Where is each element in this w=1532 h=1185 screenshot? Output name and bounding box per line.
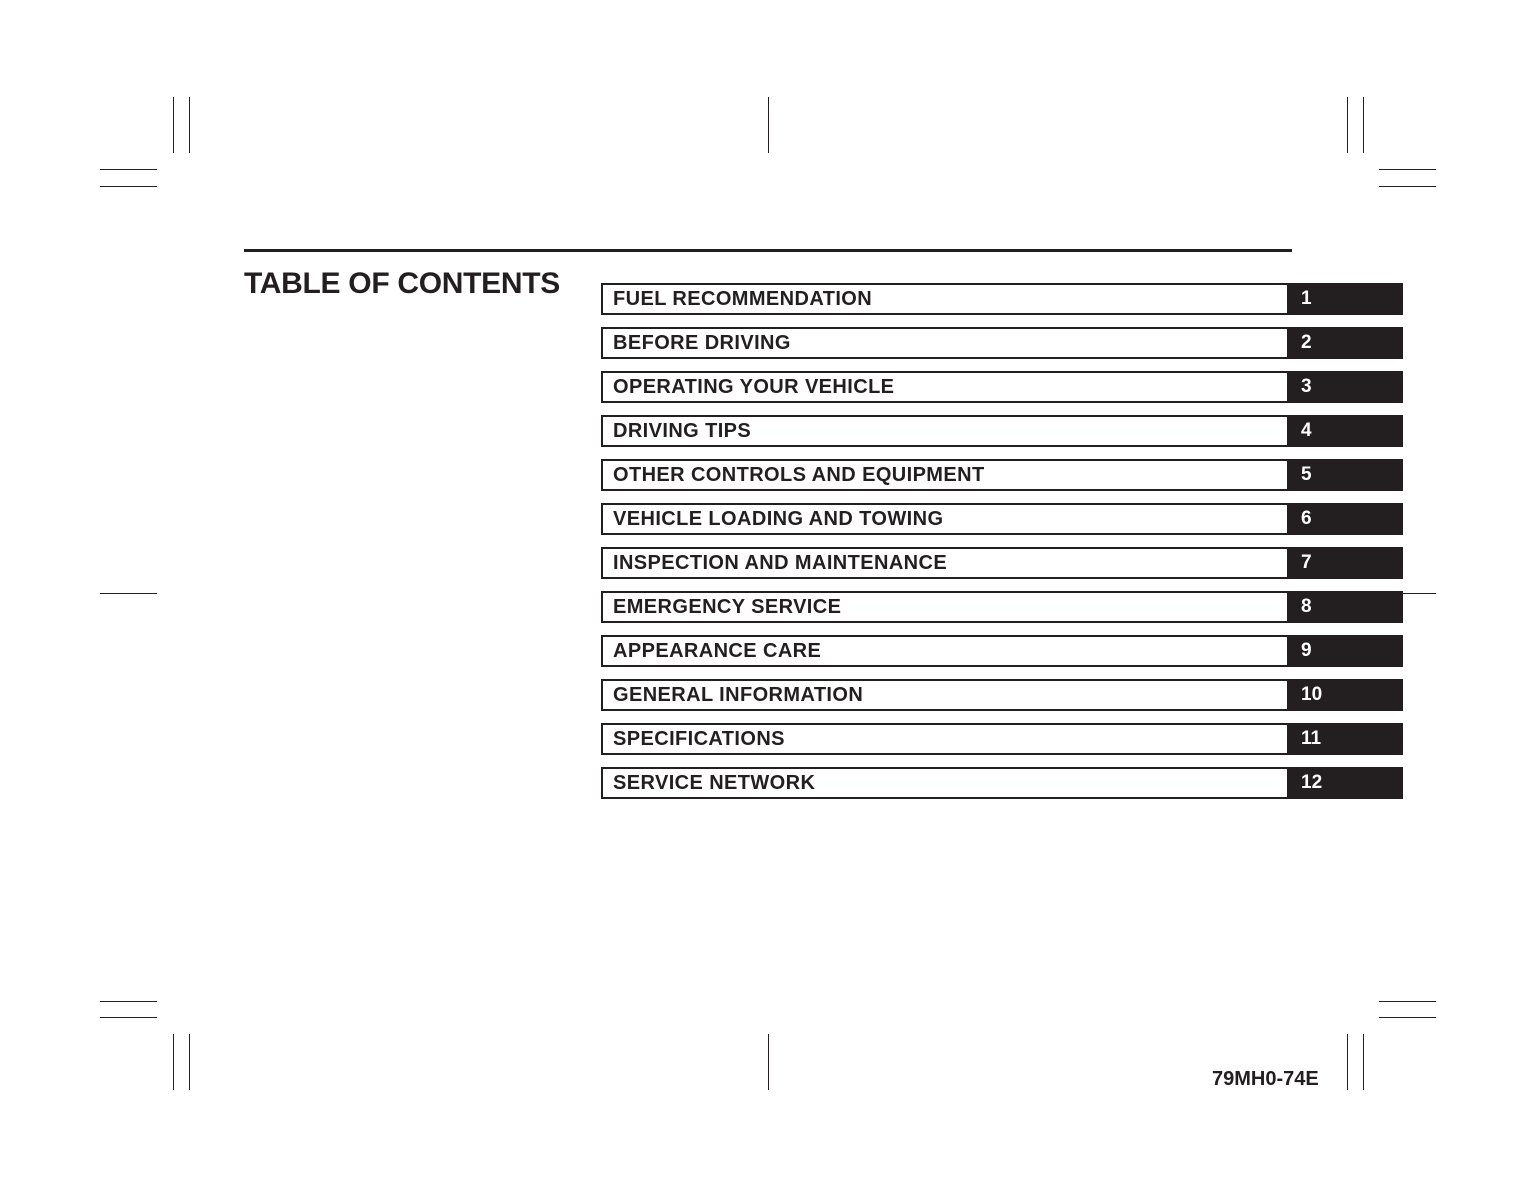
document-code: 79MH0-74E	[1212, 1068, 1319, 1090]
crop-mark	[100, 593, 157, 594]
header-rule	[244, 249, 1292, 252]
crop-mark	[768, 97, 769, 153]
crop-mark	[1379, 1017, 1436, 1018]
crop-mark	[1363, 97, 1364, 153]
section-tab[interactable]	[1289, 327, 1403, 359]
toc-label-box	[601, 635, 1289, 667]
toc-label: EMERGENCY SERVICE	[613, 596, 842, 618]
toc-entry-fuel-recommendation[interactable]	[601, 283, 1403, 315]
crop-mark	[173, 1034, 174, 1090]
toc-label: BEFORE DRIVING	[613, 332, 791, 354]
toc-label: SERVICE NETWORK	[613, 772, 816, 794]
toc-label-box	[601, 459, 1289, 491]
toc-label-box	[601, 679, 1289, 711]
crop-mark	[100, 186, 157, 187]
section-number: 10	[1301, 684, 1323, 705]
toc-list	[601, 283, 1403, 811]
toc-label: GENERAL INFORMATION	[613, 684, 864, 706]
toc-label: FUEL RECOMMENDATION	[613, 288, 873, 310]
toc-label-box	[601, 591, 1289, 623]
toc-label-box	[601, 371, 1289, 403]
section-tab[interactable]	[1289, 503, 1403, 535]
toc-label-box	[601, 415, 1289, 447]
crop-mark	[100, 1001, 157, 1002]
toc-entry-inspection-and-maintenance[interactable]	[601, 547, 1403, 579]
toc-label: APPEARANCE CARE	[613, 640, 822, 662]
toc-entry-operating-your-vehicle[interactable]	[601, 371, 1403, 403]
toc-entry-appearance-care[interactable]	[601, 635, 1403, 667]
crop-mark	[1347, 1034, 1348, 1090]
toc-entry-driving-tips[interactable]	[601, 415, 1403, 447]
section-tab[interactable]	[1289, 591, 1403, 623]
crop-mark	[1379, 1001, 1436, 1002]
section-tab[interactable]	[1289, 371, 1403, 403]
page-title: TABLE OF CONTENTS	[244, 267, 560, 300]
toc-entry-before-driving[interactable]	[601, 327, 1403, 359]
crop-mark	[768, 1034, 769, 1090]
section-tab[interactable]	[1289, 283, 1403, 315]
section-number: 7	[1301, 552, 1312, 573]
crop-mark	[1363, 1034, 1364, 1090]
section-tab[interactable]	[1289, 723, 1403, 755]
section-tab[interactable]	[1289, 547, 1403, 579]
crop-mark	[100, 1017, 157, 1018]
section-tab[interactable]	[1289, 767, 1403, 799]
crop-mark	[1379, 186, 1436, 187]
section-number: 8	[1301, 596, 1312, 617]
toc-label: SPECIFICATIONS	[613, 728, 785, 750]
toc-entry-other-controls-and-equipment[interactable]	[601, 459, 1403, 491]
crop-mark	[173, 97, 174, 153]
section-number: 9	[1301, 640, 1312, 661]
toc-label-box	[601, 723, 1289, 755]
toc-label-box	[601, 283, 1289, 315]
section-number: 3	[1301, 376, 1312, 397]
crop-mark	[189, 1034, 190, 1090]
toc-label: INSPECTION AND MAINTENANCE	[613, 552, 948, 574]
section-number: 4	[1301, 420, 1312, 441]
toc-label: OTHER CONTROLS AND EQUIPMENT	[613, 464, 985, 486]
toc-entry-vehicle-loading-and-towing[interactable]	[601, 503, 1403, 535]
section-tab[interactable]	[1289, 679, 1403, 711]
section-tab[interactable]	[1289, 415, 1403, 447]
crop-mark	[100, 169, 157, 170]
crop-mark	[1379, 169, 1436, 170]
toc-label: DRIVING TIPS	[613, 420, 752, 442]
toc-label-box	[601, 327, 1289, 359]
section-number: 2	[1301, 332, 1312, 353]
toc-label: VEHICLE LOADING AND TOWING	[613, 508, 944, 530]
toc-label-box	[601, 767, 1289, 799]
toc-entry-emergency-service[interactable]	[601, 591, 1403, 623]
section-number: 5	[1301, 464, 1312, 485]
section-tab[interactable]	[1289, 459, 1403, 491]
toc-label-box	[601, 547, 1289, 579]
crop-mark	[189, 97, 190, 153]
toc-entry-service-network[interactable]	[601, 767, 1403, 799]
toc-entry-specifications[interactable]	[601, 723, 1403, 755]
section-tab[interactable]	[1289, 635, 1403, 667]
section-number: 6	[1301, 508, 1312, 529]
section-number: 11	[1301, 728, 1322, 749]
toc-label-box	[601, 503, 1289, 535]
toc-entry-general-information[interactable]	[601, 679, 1403, 711]
crop-mark	[1347, 97, 1348, 153]
section-number: 12	[1301, 772, 1323, 793]
toc-label: OPERATING YOUR VEHICLE	[613, 376, 895, 398]
section-number: 1	[1301, 288, 1312, 309]
